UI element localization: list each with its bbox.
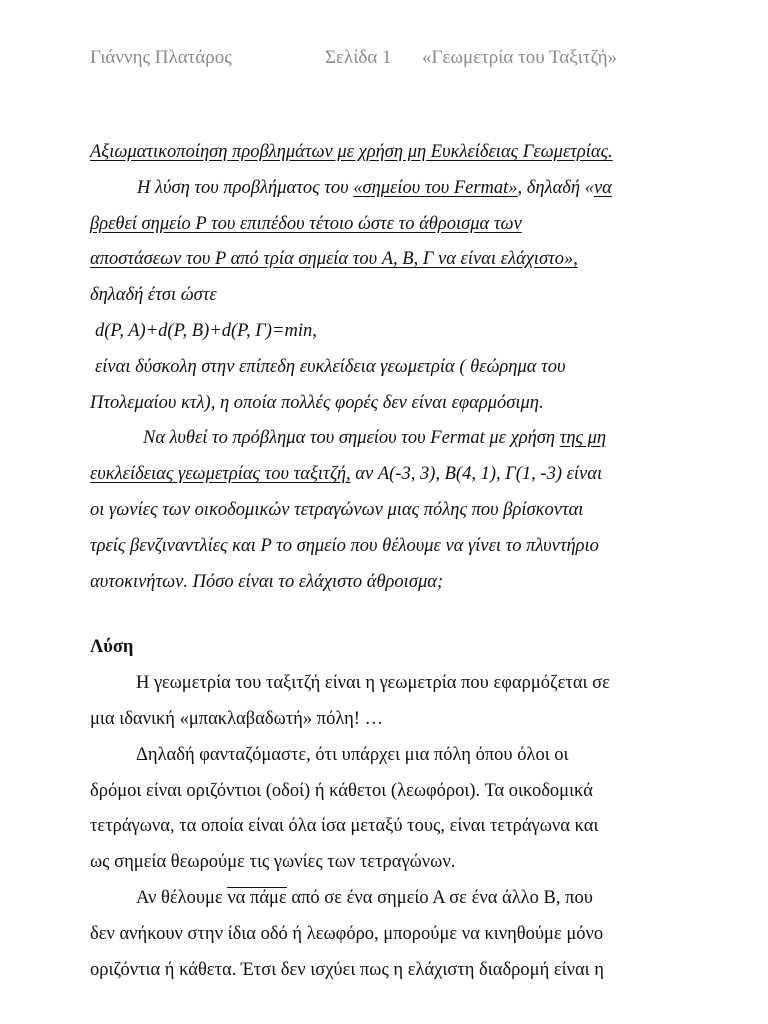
problem-line: Πτολεμαίου κτλ), η οποία πολλές φορές δεν είναι εφαρμόσιμη. — [90, 392, 544, 413]
problem-formula: d(P, A)+d(P, B)+d(P, Γ)=min, — [95, 320, 317, 341]
problem-line — [90, 174, 690, 210]
header-page-number: Σελίδα 1 — [325, 47, 392, 68]
text-run: Αν θέλουμε — [136, 887, 228, 908]
text-run: αν A(-3, 3), B(4, 1), Γ(1, -3) είναι — [350, 464, 603, 485]
solution-line: μια ιδανική «μπακλαβαδωτή» πόλη! … — [90, 708, 384, 729]
problem-line: τρείς βενζιναντλίες και P το σημείο που θέλουμε να γίνει το πλυντήριο — [90, 535, 599, 556]
document-body — [90, 138, 690, 991]
fermat-point-link-text: «σημείου του Fermat» — [353, 177, 518, 198]
solution-line — [90, 884, 690, 920]
problem-line — [90, 460, 690, 496]
problem-line: βρεθεί σημείο P του επιπέδου τέτοιο ώστε το άθροισμα των — [90, 213, 522, 234]
solution-line: δεν ανήκουν στην ίδια οδό ή λεωφόρο, μπορούμε να κινηθούμε μόνο — [90, 923, 604, 944]
header-author: Γιάννης Πλατάρος — [90, 47, 232, 68]
solution-line: ως σημεία θεωρούμε τις γωνίες των τετραγώνων. — [90, 852, 456, 873]
overlined-text: να πάμε — [227, 887, 287, 908]
text-run: ευκλείδειας γεωμετρίας του ταξιτζή, — [90, 464, 351, 485]
problem-line: δηλαδή έτσι ώστε — [90, 285, 217, 306]
solution-line: δρόμοι είναι οριζόντιοι (οδοί) ή κάθετοι (λεωφόροι). Τα οικοδομικά — [90, 780, 593, 801]
text-run: από σε ένα σημείο Α σε ένα άλλο Β, που — [286, 887, 593, 908]
text-run: της μη — [559, 428, 607, 449]
solution-heading: Λύση — [90, 637, 134, 658]
solution-line: Η γεωμετρία του ταξιτζή είναι η γεωμετρία που εφαρμόζεται σε — [136, 673, 610, 694]
text-run: Να λυθεί το πρόβλημα του σημείου του Fermat με χρήση — [143, 428, 560, 449]
solution-line: Δηλαδή φανταζόμαστε, ότι υπάρχει μια πόλη όπου όλοι οι — [136, 744, 569, 765]
text-run: να — [593, 177, 612, 198]
text-run: , δηλαδή « — [517, 177, 594, 198]
problem-line: αυτοκινήτων. Πόσο είναι το ελάχιστο άθροισμα; — [90, 571, 444, 592]
solution-line: τετράγωνα, τα οποία είναι όλα ίσα μεταξύ τους, είναι τετράγωνα και — [90, 816, 599, 837]
problem-heading: Αξιωματικοποίηση προβλημάτων με χρήση μη Ευκλείδειας Γεωμετρίας. — [90, 142, 613, 162]
page-header — [90, 47, 728, 71]
problem-line: αποστάσεων του P από τρία σημεία του A, B, Γ να είναι ελάχιστο», — [90, 249, 578, 270]
solution-line: οριζόντια ή κάθετα. Έτσι δεν ισχύει πως η ελάχιστη διαδρομή είναι η — [90, 959, 604, 980]
problem-line: είναι δύσκολη στην επίπεδη ευκλείδεια γεωμετρία ( θεώρημα του — [95, 356, 566, 377]
text-run: Η λύση του προβλήματος του — [137, 177, 354, 198]
spacer — [90, 603, 690, 633]
problem-line: οι γωνίες των οικοδομικών τετραγώνων μιας πόλης που βρίσκονται — [90, 499, 584, 520]
problem-line — [90, 424, 690, 460]
header-title: «Γεωμετρία του Ταξιτζή» — [422, 47, 618, 68]
